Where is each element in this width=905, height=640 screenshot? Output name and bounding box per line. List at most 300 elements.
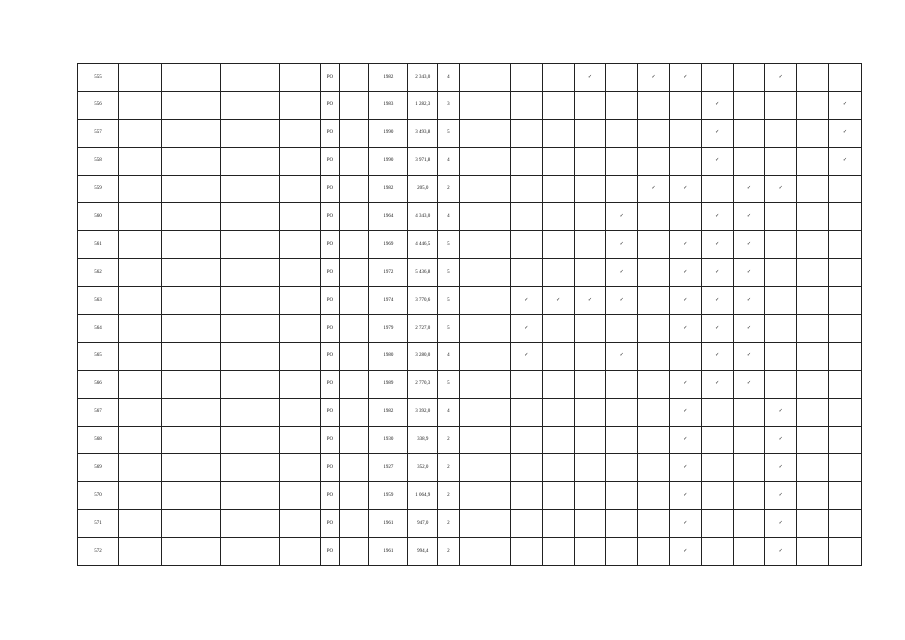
table-row (78, 259, 862, 287)
check-cell-9 (765, 259, 797, 287)
check-cell-8 (733, 203, 765, 231)
check-cell-1 (510, 91, 542, 119)
cell-area: 994,4 (408, 538, 438, 566)
table-row (78, 64, 862, 92)
cell-year: 1982 (369, 64, 408, 92)
check-cell-3 (574, 91, 606, 119)
checkmark-icon: ✓ (587, 297, 593, 303)
check-cell-8 (733, 510, 765, 538)
checkmark-icon: ✓ (524, 297, 529, 303)
checkmark-icon: ✓ (619, 269, 624, 275)
check-cell-1 (510, 147, 542, 175)
check-cell-7 (701, 454, 733, 482)
cell-address (220, 342, 280, 370)
check-cell-7 (701, 370, 733, 398)
check-cell-8 (733, 287, 765, 315)
check-cell-3 (574, 203, 606, 231)
check-cell-2 (542, 315, 574, 343)
check-cell-4 (606, 370, 638, 398)
cell-area: 2 727,0 (408, 315, 438, 343)
check-cell-11 (828, 119, 861, 147)
check-cell-10 (797, 147, 829, 175)
check-cell-2 (542, 91, 574, 119)
check-cell-5 (638, 64, 670, 92)
check-cell-3 (574, 398, 606, 426)
check-cell-7 (701, 287, 733, 315)
cell-area: 3 392,0 (408, 398, 438, 426)
cell-floors: 5 (438, 259, 460, 287)
cell-floors: 4 (438, 398, 460, 426)
checkmark-icon: ✓ (715, 353, 720, 359)
checkmark-icon: ✓ (746, 325, 752, 331)
cell-n: 555 (78, 64, 119, 92)
check-cell-4 (606, 259, 638, 287)
check-cell-3 (574, 510, 606, 538)
cell-formation (162, 287, 220, 315)
checkmark-icon: ✓ (715, 241, 720, 247)
table-row (78, 231, 862, 259)
cell-year: 1980 (369, 342, 408, 370)
cell-address (220, 175, 280, 203)
cell-n: 561 (78, 231, 119, 259)
cell-district (119, 203, 162, 231)
checkmark-icon: ✓ (683, 269, 688, 275)
cell-formation (162, 175, 220, 203)
cell-formation (162, 454, 220, 482)
check-cell-1 (510, 231, 542, 259)
check-cell-6 (669, 119, 701, 147)
cell-floors: 5 (438, 119, 460, 147)
check-cell-1 (510, 203, 542, 231)
cell-systems (459, 426, 510, 454)
cell-type: PO (321, 510, 339, 538)
cell-id (280, 175, 321, 203)
empty-cell (339, 259, 369, 287)
register-table (77, 63, 862, 566)
check-cell-3 (574, 454, 606, 482)
cell-area: 1 064,9 (408, 482, 438, 510)
check-cell-4 (606, 315, 638, 343)
check-cell-8 (733, 231, 765, 259)
checkmark-icon: ✓ (778, 520, 783, 526)
check-cell-9 (765, 454, 797, 482)
cell-id (280, 315, 321, 343)
cell-systems (459, 203, 510, 231)
checkmark-icon: ✓ (715, 297, 720, 303)
table-row (78, 398, 862, 426)
cell-systems (459, 398, 510, 426)
check-cell-5 (638, 231, 670, 259)
checkmark-icon: ✓ (715, 214, 720, 220)
check-cell-7 (701, 91, 733, 119)
check-cell-2 (542, 482, 574, 510)
checkmark-icon: ✓ (587, 74, 593, 80)
empty-cell (339, 370, 369, 398)
cell-district (119, 398, 162, 426)
cell-address (220, 287, 280, 315)
check-cell-4 (606, 175, 638, 203)
check-cell-7 (701, 426, 733, 454)
cell-year: 1964 (369, 203, 408, 231)
cell-floors: 3 (438, 91, 460, 119)
check-cell-2 (542, 398, 574, 426)
cell-address (220, 203, 280, 231)
empty-cell (339, 231, 369, 259)
check-cell-11 (828, 147, 861, 175)
cell-id (280, 370, 321, 398)
cell-district (119, 91, 162, 119)
cell-n: 567 (78, 398, 119, 426)
cell-year: 1982 (369, 398, 408, 426)
cell-area: 2 770,3 (408, 370, 438, 398)
cell-area: 205,0 (408, 175, 438, 203)
checkmark-icon: ✓ (651, 74, 656, 80)
check-cell-4 (606, 231, 638, 259)
check-cell-1 (510, 538, 542, 566)
cell-n: 564 (78, 315, 119, 343)
check-cell-8 (733, 342, 765, 370)
cell-systems (459, 147, 510, 175)
cell-address (220, 482, 280, 510)
check-cell-11 (828, 510, 861, 538)
check-cell-11 (828, 538, 861, 566)
table-row (78, 454, 862, 482)
checkmark-icon: ✓ (524, 353, 529, 359)
checkmark-icon: ✓ (715, 269, 720, 275)
check-cell-2 (542, 342, 574, 370)
empty-cell (339, 510, 369, 538)
checkmark-icon: ✓ (683, 409, 688, 415)
check-cell-1 (510, 64, 542, 92)
check-cell-5 (638, 538, 670, 566)
check-cell-6 (669, 175, 701, 203)
table-row (78, 342, 862, 370)
check-cell-3 (574, 342, 606, 370)
check-cell-1 (510, 175, 542, 203)
checkmark-icon: ✓ (842, 130, 848, 136)
check-cell-8 (733, 398, 765, 426)
check-cell-10 (797, 175, 829, 203)
cell-type: PO (321, 538, 339, 566)
check-cell-3 (574, 370, 606, 398)
cell-district (119, 259, 162, 287)
empty-cell (339, 203, 369, 231)
cell-year: 1930 (369, 426, 408, 454)
check-cell-6 (669, 426, 701, 454)
empty-cell (339, 64, 369, 92)
cell-address (220, 259, 280, 287)
check-cell-8 (733, 64, 765, 92)
check-cell-2 (542, 259, 574, 287)
cell-address (220, 398, 280, 426)
cell-area: 3 280,0 (408, 342, 438, 370)
check-cell-7 (701, 203, 733, 231)
cell-floors: 2 (438, 454, 460, 482)
check-cell-5 (638, 175, 670, 203)
empty-cell (339, 119, 369, 147)
check-cell-10 (797, 287, 829, 315)
cell-area: 3 493,8 (408, 119, 438, 147)
check-cell-1 (510, 342, 542, 370)
cell-n: 558 (78, 147, 119, 175)
cell-floors: 2 (438, 426, 460, 454)
table-row (78, 538, 862, 566)
check-cell-9 (765, 342, 797, 370)
cell-formation (162, 342, 220, 370)
cell-year: 1969 (369, 231, 408, 259)
checkmark-icon: ✓ (524, 325, 529, 331)
cell-n: 563 (78, 287, 119, 315)
check-cell-7 (701, 342, 733, 370)
check-cell-8 (733, 370, 765, 398)
check-cell-9 (765, 287, 797, 315)
check-cell-5 (638, 287, 670, 315)
check-cell-1 (510, 426, 542, 454)
check-cell-1 (510, 287, 542, 315)
check-cell-5 (638, 259, 670, 287)
check-cell-9 (765, 175, 797, 203)
check-cell-2 (542, 119, 574, 147)
cell-address (220, 426, 280, 454)
check-cell-10 (797, 203, 829, 231)
cell-formation (162, 259, 220, 287)
checkmark-icon: ✓ (778, 409, 783, 415)
cell-address (220, 454, 280, 482)
check-cell-6 (669, 398, 701, 426)
check-cell-6 (669, 482, 701, 510)
cell-district (119, 538, 162, 566)
cell-id (280, 203, 321, 231)
cell-district (119, 482, 162, 510)
checkmark-icon: ✓ (619, 241, 624, 247)
cell-address (220, 370, 280, 398)
cell-formation (162, 315, 220, 343)
check-cell-7 (701, 482, 733, 510)
check-cell-10 (797, 315, 829, 343)
table-row (78, 315, 862, 343)
table-row (78, 510, 862, 538)
check-cell-11 (828, 426, 861, 454)
cell-n: 571 (78, 510, 119, 538)
cell-type: PO (321, 147, 339, 175)
cell-systems (459, 538, 510, 566)
check-cell-6 (669, 203, 701, 231)
check-cell-4 (606, 203, 638, 231)
check-cell-6 (669, 259, 701, 287)
cell-area: 3 770,6 (408, 287, 438, 315)
cell-n: 568 (78, 426, 119, 454)
check-cell-6 (669, 64, 701, 92)
cell-district (119, 64, 162, 92)
cell-year: 1989 (369, 370, 408, 398)
cell-floors: 5 (438, 231, 460, 259)
check-cell-9 (765, 147, 797, 175)
cell-type: PO (321, 315, 339, 343)
checkmark-icon: ✓ (683, 520, 688, 526)
cell-n: 556 (78, 91, 119, 119)
cell-id (280, 231, 321, 259)
cell-year: 1927 (369, 454, 408, 482)
table-row (78, 482, 862, 510)
check-cell-6 (669, 510, 701, 538)
checkmark-icon: ✓ (778, 437, 783, 443)
cell-address (220, 231, 280, 259)
table-row (78, 370, 862, 398)
check-cell-5 (638, 426, 670, 454)
check-cell-5 (638, 454, 670, 482)
table-row (78, 203, 862, 231)
cell-address (220, 91, 280, 119)
cell-systems (459, 370, 510, 398)
cell-district (119, 231, 162, 259)
check-cell-1 (510, 315, 542, 343)
check-cell-1 (510, 119, 542, 147)
check-cell-1 (510, 482, 542, 510)
cell-n: 557 (78, 119, 119, 147)
cell-year: 1961 (369, 510, 408, 538)
checkmark-icon: ✓ (746, 186, 752, 192)
check-cell-7 (701, 147, 733, 175)
cell-district (119, 342, 162, 370)
checkmark-icon: ✓ (715, 158, 720, 164)
checkmark-icon: ✓ (778, 492, 783, 498)
check-cell-8 (733, 259, 765, 287)
cell-district (119, 119, 162, 147)
check-cell-5 (638, 203, 670, 231)
check-cell-2 (542, 510, 574, 538)
cell-n: 559 (78, 175, 119, 203)
checkmark-icon: ✓ (778, 548, 783, 554)
check-cell-3 (574, 64, 606, 92)
check-cell-4 (606, 64, 638, 92)
cell-address (220, 64, 280, 92)
check-cell-3 (574, 287, 606, 315)
cell-area: 4 446,5 (408, 231, 438, 259)
check-cell-4 (606, 119, 638, 147)
check-cell-9 (765, 482, 797, 510)
cell-id (280, 64, 321, 92)
check-cell-10 (797, 538, 829, 566)
check-cell-6 (669, 538, 701, 566)
cell-systems (459, 91, 510, 119)
cell-id (280, 91, 321, 119)
check-cell-4 (606, 538, 638, 566)
check-cell-1 (510, 259, 542, 287)
cell-n: 560 (78, 203, 119, 231)
cell-n: 562 (78, 259, 119, 287)
check-cell-6 (669, 147, 701, 175)
cell-systems (459, 482, 510, 510)
cell-formation (162, 147, 220, 175)
check-cell-7 (701, 259, 733, 287)
check-cell-10 (797, 259, 829, 287)
cell-formation (162, 398, 220, 426)
cell-address (220, 147, 280, 175)
check-cell-2 (542, 64, 574, 92)
cell-year: 1972 (369, 259, 408, 287)
check-cell-7 (701, 315, 733, 343)
cell-formation (162, 91, 220, 119)
check-cell-9 (765, 231, 797, 259)
cell-area: 2 343,0 (408, 64, 438, 92)
empty-cell (339, 538, 369, 566)
cell-floors: 5 (438, 370, 460, 398)
empty-cell (339, 91, 369, 119)
checkmark-icon: ✓ (842, 158, 848, 164)
cell-systems (459, 175, 510, 203)
cell-area: 4 343,0 (408, 203, 438, 231)
check-cell-7 (701, 175, 733, 203)
check-cell-4 (606, 454, 638, 482)
check-cell-5 (638, 91, 670, 119)
check-cell-4 (606, 342, 638, 370)
cell-district (119, 454, 162, 482)
check-cell-5 (638, 147, 670, 175)
cell-systems (459, 510, 510, 538)
cell-formation (162, 482, 220, 510)
check-cell-9 (765, 510, 797, 538)
table-row (78, 175, 862, 203)
check-cell-9 (765, 315, 797, 343)
check-cell-8 (733, 175, 765, 203)
check-cell-3 (574, 315, 606, 343)
checkmark-icon: ✓ (746, 353, 752, 359)
cell-formation (162, 203, 220, 231)
check-cell-10 (797, 370, 829, 398)
cell-district (119, 510, 162, 538)
cell-systems (459, 454, 510, 482)
cell-floors: 5 (438, 287, 460, 315)
check-cell-9 (765, 398, 797, 426)
cell-formation (162, 119, 220, 147)
check-cell-6 (669, 315, 701, 343)
cell-n: 570 (78, 482, 119, 510)
cell-id (280, 398, 321, 426)
cell-floors: 5 (438, 315, 460, 343)
cell-year: 1982 (369, 175, 408, 203)
check-cell-9 (765, 119, 797, 147)
check-cell-11 (828, 231, 861, 259)
check-cell-5 (638, 510, 670, 538)
cell-id (280, 119, 321, 147)
check-cell-2 (542, 175, 574, 203)
cell-formation (162, 231, 220, 259)
check-cell-9 (765, 370, 797, 398)
register-table-body (78, 64, 862, 566)
cell-floors: 2 (438, 510, 460, 538)
check-cell-11 (828, 454, 861, 482)
checkmark-icon: ✓ (778, 186, 783, 192)
cell-systems (459, 315, 510, 343)
checkmark-icon: ✓ (651, 186, 656, 192)
check-cell-5 (638, 342, 670, 370)
table-row (78, 426, 862, 454)
check-cell-11 (828, 64, 861, 92)
check-cell-10 (797, 454, 829, 482)
cell-year: 1961 (369, 538, 408, 566)
cell-type: PO (321, 370, 339, 398)
check-cell-1 (510, 398, 542, 426)
check-cell-11 (828, 203, 861, 231)
check-cell-11 (828, 287, 861, 315)
cell-floors: 4 (438, 203, 460, 231)
cell-type: PO (321, 64, 339, 92)
check-cell-11 (828, 175, 861, 203)
checkmark-icon: ✓ (842, 102, 848, 108)
cell-area: 947,0 (408, 510, 438, 538)
cell-systems (459, 259, 510, 287)
cell-address (220, 315, 280, 343)
